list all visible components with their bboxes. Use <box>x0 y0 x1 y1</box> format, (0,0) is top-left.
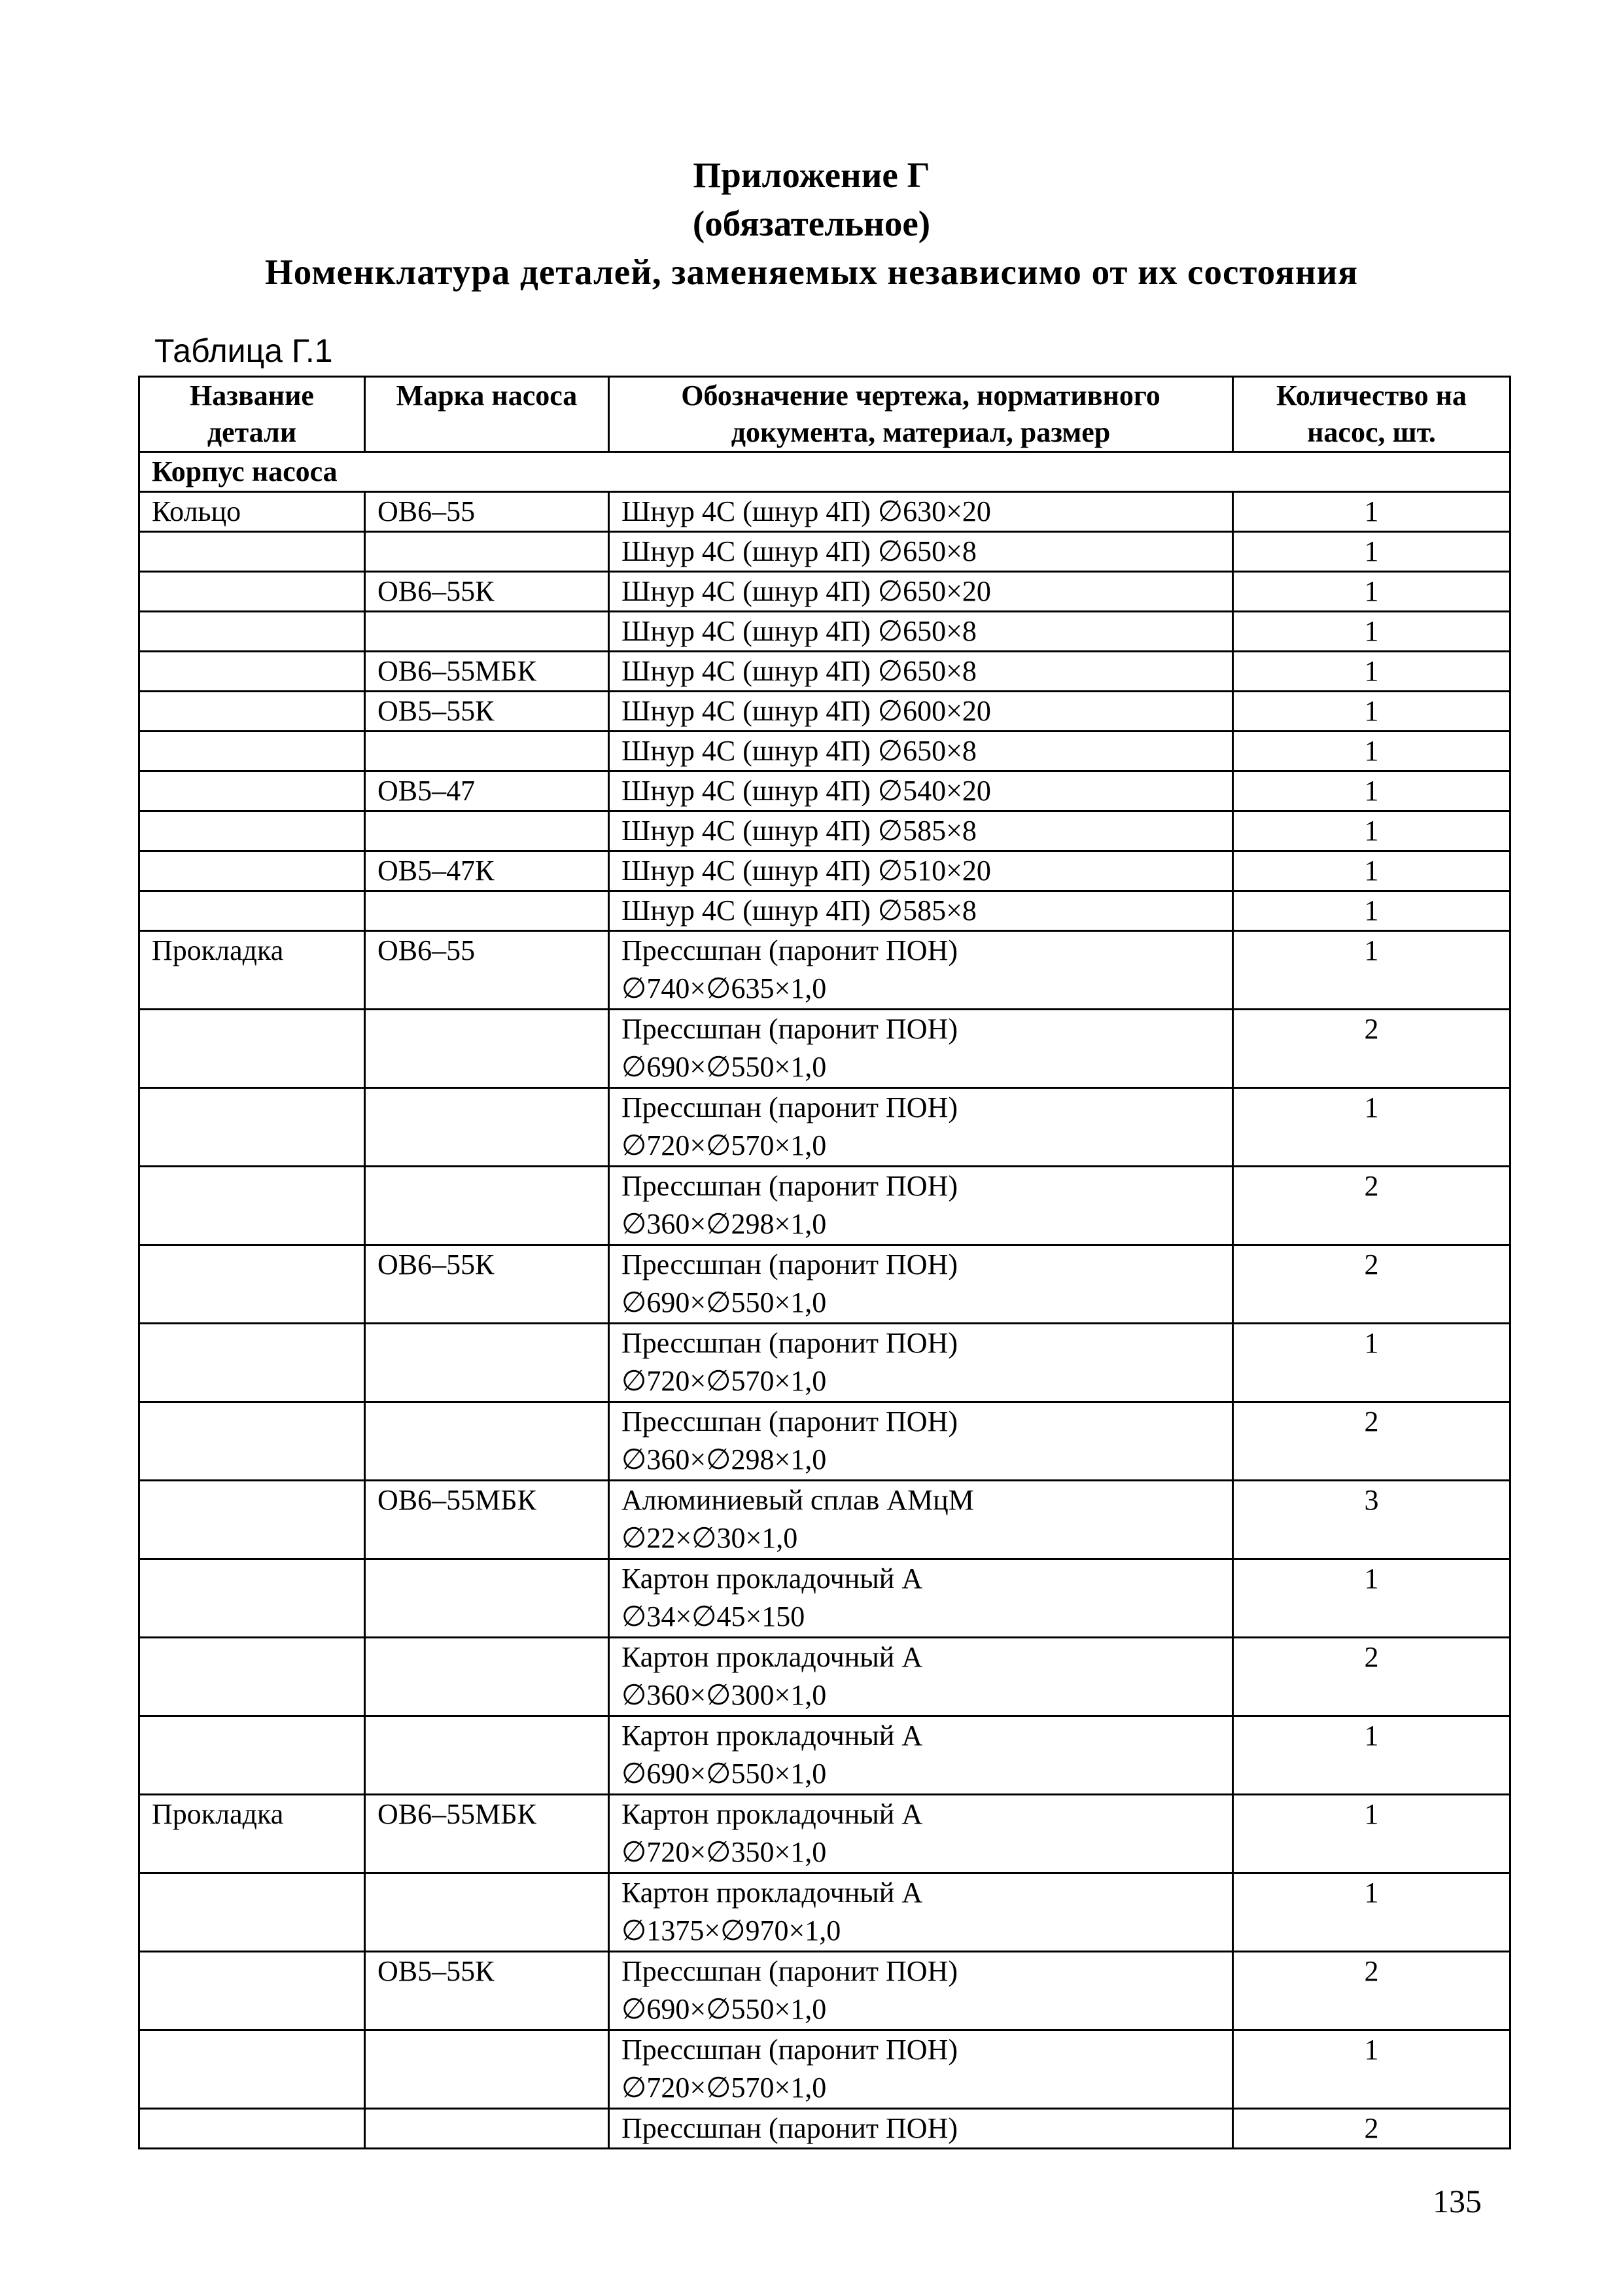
cell-pump-model: ОВ6–55 <box>365 492 609 532</box>
cell-pump-model: ОВ5–47К <box>365 851 609 891</box>
table-row <box>139 1795 1510 1873</box>
table-row <box>139 652 1510 692</box>
cell-designation <box>609 1088 1233 1167</box>
cell-part-name <box>139 1167 365 1245</box>
cell-part-name <box>139 532 365 572</box>
cell-quantity: 2 <box>1233 1010 1510 1088</box>
cell-quantity: 1 <box>1233 612 1510 652</box>
designation-size: ∅720×∅570×1,0 <box>621 1365 827 1397</box>
cell-part-name <box>139 612 365 652</box>
section-title: Корпус насоса <box>139 452 1510 492</box>
cell-part-name <box>139 692 365 732</box>
section-row <box>139 452 1510 492</box>
designation-size: ∅690×∅550×1,0 <box>621 1051 827 1083</box>
table-caption: Таблица Г.1 <box>154 332 333 369</box>
cell-part-name <box>139 652 365 692</box>
designation-size: ∅360×∅300×1,0 <box>621 1679 827 1711</box>
cell-quantity: 2 <box>1233 1167 1510 1245</box>
cell-part-name <box>139 1716 365 1795</box>
page-number: 135 <box>1433 2183 1482 2219</box>
designation-text: Прессшпан (паронит ПОН) <box>621 1327 958 1359</box>
cell-designation <box>609 1324 1233 1402</box>
cell-designation <box>609 1167 1233 1245</box>
cell-pump-model: ОВ5–47 <box>365 771 609 811</box>
table-row <box>139 811 1510 851</box>
designation-text: Прессшпан (паронит ПОН) <box>621 1955 958 1987</box>
table-row <box>139 692 1510 732</box>
designation-text: Прессшпан (паронит ПОН) <box>621 1170 958 1202</box>
cell-designation <box>609 652 1233 692</box>
cell-quantity: 2 <box>1233 1638 1510 1716</box>
designation-text: Картон прокладочный А <box>621 1563 923 1595</box>
column-header-quantity: Количество на насос, шт. <box>1233 377 1510 452</box>
table-row <box>139 612 1510 652</box>
cell-pump-model: ОВ6–55К <box>365 572 609 612</box>
cell-designation <box>609 771 1233 811</box>
cell-pump-model <box>365 1638 609 1716</box>
designation-size: ∅720×∅350×1,0 <box>621 1836 827 1868</box>
table-row <box>139 1716 1510 1795</box>
designation-text: Прессшпан (паронит ПОН) <box>621 1405 958 1438</box>
cell-pump-model: ОВ6–55 <box>365 931 609 1010</box>
cell-part-name <box>139 2030 365 2109</box>
cell-part-name: Прокладка <box>139 1795 365 1873</box>
cell-quantity: 1 <box>1233 851 1510 891</box>
cell-part-name <box>139 1873 365 1952</box>
cell-designation <box>609 1795 1233 1873</box>
cell-pump-model <box>365 732 609 771</box>
designation-text: Шнур 4С (шнур 4П) ∅650×20 <box>621 575 991 607</box>
cell-designation <box>609 1638 1233 1716</box>
table-row <box>139 1088 1510 1167</box>
designation-size: ∅690×∅550×1,0 <box>621 1993 827 2025</box>
cell-quantity: 1 <box>1233 1088 1510 1167</box>
cell-quantity: 2 <box>1233 1245 1510 1324</box>
designation-text: Шнур 4С (шнур 4П) ∅540×20 <box>621 775 991 807</box>
appendix-title: Приложение Г <box>693 155 930 195</box>
cell-part-name <box>139 851 365 891</box>
designation-size: ∅34×∅45×150 <box>621 1600 805 1633</box>
cell-part-name <box>139 1559 365 1638</box>
cell-pump-model <box>365 1167 609 1245</box>
cell-part-name <box>139 1010 365 1088</box>
cell-quantity: 1 <box>1233 532 1510 572</box>
cell-pump-model <box>365 1088 609 1167</box>
cell-designation <box>609 851 1233 891</box>
cell-part-name <box>139 1245 365 1324</box>
cell-quantity: 1 <box>1233 1795 1510 1873</box>
table-row <box>139 931 1510 1010</box>
parts-table <box>138 376 1511 2149</box>
table-row <box>139 2030 1510 2109</box>
cell-part-name <box>139 1481 365 1559</box>
designation-text: Шнур 4С (шнур 4П) ∅585×8 <box>621 815 977 847</box>
cell-designation <box>609 891 1233 931</box>
column-header-designation: Обозначение чертежа, нормативного документа, материал, размер <box>609 377 1233 452</box>
table-row <box>139 532 1510 572</box>
designation-text: Прессшпан (паронит ПОН) <box>621 1013 958 1045</box>
designation-size: ∅720×∅570×1,0 <box>621 2072 827 2104</box>
cell-designation <box>609 492 1233 532</box>
cell-quantity: 1 <box>1233 891 1510 931</box>
table-row <box>139 1481 1510 1559</box>
cell-part-name <box>139 1638 365 1716</box>
column-header-pump-model: Марка насоса <box>365 377 609 452</box>
cell-designation <box>609 532 1233 572</box>
table-row <box>139 1873 1510 1952</box>
cell-quantity: 2 <box>1233 1952 1510 2030</box>
cell-part-name <box>139 1952 365 2030</box>
cell-designation <box>609 1952 1233 2030</box>
cell-quantity: 3 <box>1233 1481 1510 1559</box>
appendix-status: (обязательное) <box>692 203 931 243</box>
designation-text: Прессшпан (паронит ПОН) <box>621 2112 958 2144</box>
designation-size: ∅360×∅298×1,0 <box>621 1443 827 1475</box>
table-row <box>139 1638 1510 1716</box>
cell-part-name <box>139 1402 365 1481</box>
designation-text: Картон прокладочный А <box>621 1877 923 1909</box>
cell-quantity: 1 <box>1233 692 1510 732</box>
designation-size: ∅360×∅298×1,0 <box>621 1208 827 1240</box>
cell-pump-model <box>365 1716 609 1795</box>
table-row <box>139 1952 1510 2030</box>
designation-text: Шнур 4С (шнур 4П) ∅510×20 <box>621 855 991 887</box>
cell-quantity: 2 <box>1233 1402 1510 1481</box>
table-row <box>139 891 1510 931</box>
designation-size: ∅690×∅550×1,0 <box>621 1757 827 1790</box>
cell-quantity: 1 <box>1233 1559 1510 1638</box>
designation-size: ∅22×∅30×1,0 <box>621 1522 798 1554</box>
cell-pump-model: ОВ6–55МБК <box>365 1795 609 1873</box>
cell-pump-model <box>365 2109 609 2149</box>
table-row <box>139 1324 1510 1402</box>
designation-text: Прессшпан (паронит ПОН) <box>621 2034 958 2066</box>
table-row <box>139 1010 1510 1088</box>
designation-size: ∅690×∅550×1,0 <box>621 1286 827 1318</box>
cell-part-name <box>139 2109 365 2149</box>
cell-pump-model: ОВ5–55К <box>365 1952 609 2030</box>
cell-part-name <box>139 891 365 931</box>
cell-part-name <box>139 1088 365 1167</box>
designation-size: ∅740×∅635×1,0 <box>621 972 827 1004</box>
cell-pump-model <box>365 2030 609 2109</box>
designation-text: Шнур 4С (шнур 4П) ∅650×8 <box>621 535 977 567</box>
cell-designation <box>609 811 1233 851</box>
cell-pump-model <box>365 811 609 851</box>
cell-quantity: 1 <box>1233 492 1510 532</box>
appendix-subject: Номенклатура деталей, заменяемых независимо от их состояния <box>264 252 1359 292</box>
designation-text: Прессшпан (паронит ПОН) <box>621 934 958 966</box>
cell-quantity: 2 <box>1233 2109 1510 2149</box>
table-header-row <box>139 377 1510 452</box>
cell-pump-model <box>365 1010 609 1088</box>
designation-text: Шнур 4С (шнур 4П) ∅630×20 <box>621 495 991 527</box>
cell-designation <box>609 572 1233 612</box>
designation-size: ∅1375×∅970×1,0 <box>621 1915 841 1947</box>
cell-designation <box>609 1402 1233 1481</box>
designation-text: Шнур 4С (шнур 4П) ∅585×8 <box>621 894 977 927</box>
cell-designation <box>609 612 1233 652</box>
designation-text: Картон прокладочный А <box>621 1641 923 1673</box>
cell-pump-model <box>365 612 609 652</box>
cell-designation <box>609 1010 1233 1088</box>
table-row <box>139 1559 1510 1638</box>
cell-designation <box>609 2109 1233 2149</box>
cell-part-name <box>139 811 365 851</box>
cell-quantity: 1 <box>1233 931 1510 1010</box>
cell-part-name <box>139 1324 365 1402</box>
cell-pump-model <box>365 1402 609 1481</box>
cell-part-name: Прокладка <box>139 931 365 1010</box>
table-row <box>139 2109 1510 2149</box>
cell-pump-model: ОВ6–55МБК <box>365 1481 609 1559</box>
cell-designation <box>609 1245 1233 1324</box>
cell-quantity: 1 <box>1233 2030 1510 2109</box>
table-row <box>139 492 1510 532</box>
cell-part-name <box>139 572 365 612</box>
column-header-part-name: Название детали <box>139 377 365 452</box>
table-row <box>139 851 1510 891</box>
cell-designation <box>609 931 1233 1010</box>
table-row <box>139 1245 1510 1324</box>
cell-quantity: 1 <box>1233 572 1510 612</box>
table-row <box>139 771 1510 811</box>
designation-text: Прессшпан (паронит ПОН) <box>621 1248 958 1280</box>
designation-text: Прессшпан (паронит ПОН) <box>621 1091 958 1123</box>
cell-designation <box>609 732 1233 771</box>
cell-quantity: 1 <box>1233 1873 1510 1952</box>
cell-pump-model <box>365 1324 609 1402</box>
cell-quantity: 1 <box>1233 1324 1510 1402</box>
cell-pump-model <box>365 1873 609 1952</box>
designation-text: Алюминиевый сплав АМцМ <box>621 1484 974 1516</box>
designation-text: Картон прокладочный А <box>621 1798 923 1830</box>
cell-quantity: 1 <box>1233 732 1510 771</box>
cell-quantity: 1 <box>1233 652 1510 692</box>
table-body <box>139 452 1510 2149</box>
cell-quantity: 1 <box>1233 1716 1510 1795</box>
designation-text: Шнур 4С (шнур 4П) ∅600×20 <box>621 695 991 727</box>
cell-designation <box>609 1873 1233 1952</box>
table-row <box>139 1402 1510 1481</box>
cell-quantity: 1 <box>1233 771 1510 811</box>
cell-designation <box>609 1559 1233 1638</box>
designation-text: Шнур 4С (шнур 4П) ∅650×8 <box>621 655 977 687</box>
cell-pump-model: ОВ6–55МБК <box>365 652 609 692</box>
table-row <box>139 572 1510 612</box>
cell-part-name: Кольцо <box>139 492 365 532</box>
cell-quantity: 1 <box>1233 811 1510 851</box>
cell-part-name <box>139 771 365 811</box>
cell-designation <box>609 1481 1233 1559</box>
designation-text: Шнур 4С (шнур 4П) ∅650×8 <box>621 615 977 647</box>
designation-size: ∅720×∅570×1,0 <box>621 1129 827 1161</box>
designation-text: Картон прокладочный А <box>621 1720 923 1752</box>
cell-pump-model: ОВ5–55К <box>365 692 609 732</box>
table-row <box>139 732 1510 771</box>
cell-pump-model <box>365 532 609 572</box>
cell-designation <box>609 1716 1233 1795</box>
cell-designation <box>609 692 1233 732</box>
table-row <box>139 1167 1510 1245</box>
cell-part-name <box>139 732 365 771</box>
cell-pump-model <box>365 891 609 931</box>
cell-pump-model: ОВ6–55К <box>365 1245 609 1324</box>
designation-text: Шнур 4С (шнур 4П) ∅650×8 <box>621 735 977 767</box>
cell-designation <box>609 2030 1233 2109</box>
cell-pump-model <box>365 1559 609 1638</box>
